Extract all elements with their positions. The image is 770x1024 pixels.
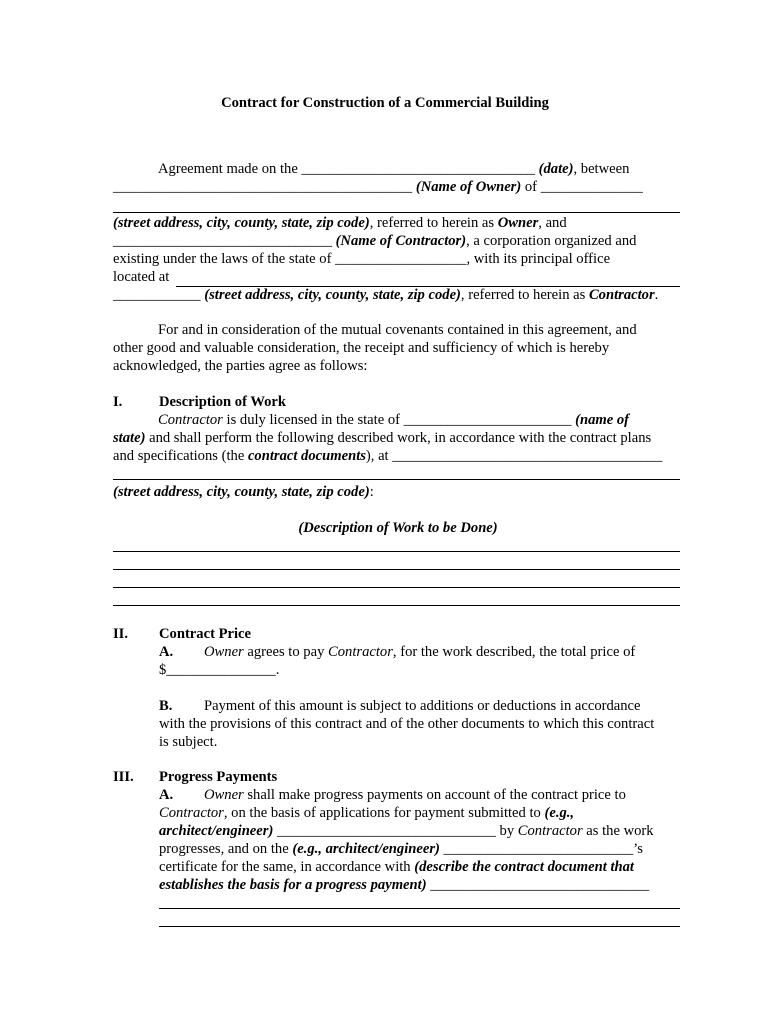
section-3-body: Progress Payments A. Owner shall make progress payments on account of the contract price to Contractor, on the basis of applications for payment submitted to (e.g., architect/engineer) ______________________________ by Contractor as the work progresses, and on the (e.g., architect/engineer) __________________________’s certificate for the same, in accordance with (describe the contract document that establishes the basis for a progress payment) ______________________________: [159, 768, 684, 894]
work-location-blank[interactable]: _____________________________________: [392, 448, 663, 464]
section-3-heading: Progress Payments: [159, 769, 278, 785]
section-2-body: Contract Price A. Owner agrees to pay Contractor, for the work described, the total price of $_______________. B. Payment of this amount is subject to additions or deductions in accordance with the provisions of this contract and of the other documents to which this contract is subject.: [159, 625, 684, 751]
section-1-body: Contractor is duly licensed in the state of _______________________ (name of state) and shall perform the following described work, in accordance with the contract plans and specifications (the contract documents), at _____________________________________ (street address, city, county, state, zip code): (Description of Work to be Done): [113, 412, 663, 536]
page-title: Contract for Construction of a Commercial Building: [221, 95, 549, 111]
work-address-rule[interactable]: [113, 479, 680, 480]
preamble-line-7: located at: [113, 269, 170, 285]
preamble-line-5: ______________________________ (Name of Contractor), a corporation organized and: [113, 233, 637, 249]
owner-address-rule[interactable]: [113, 212, 680, 213]
price-blank[interactable]: $_______________.: [159, 662, 280, 678]
preamble: [113, 160, 683, 304]
date-blank[interactable]: ________________________________: [301, 161, 535, 177]
preamble-line-8: ____________ (street address, city, county, state, zip code), referred to herein as Contractor.: [113, 287, 659, 303]
work-description-rule-2[interactable]: [113, 569, 680, 570]
consideration-paragraph: For and in consideration of the mutual covenants contained in this agreement, and other good and valuable consideration, the receipt and sufficiency of which is hereby acknowledged, the parties agree as follows:: [113, 322, 637, 374]
owner-of-blank[interactable]: ______________: [540, 179, 643, 195]
certifier-blank[interactable]: __________________________: [439, 841, 634, 857]
preamble-line-2: _________________________________________ (Name of Owner) of ______________: [113, 179, 643, 195]
section-3-number: III.: [113, 769, 134, 785]
preamble-line-4: (street address, city, county, state, zip code), referred to herein as Owner, and: [113, 215, 567, 231]
basis-document-blank[interactable]: ______________________________: [426, 877, 650, 893]
work-description-rule-4[interactable]: [113, 605, 680, 606]
payment-submitter-blank[interactable]: ______________________________: [273, 823, 500, 839]
contractor-address-blank[interactable]: ____________: [113, 287, 201, 303]
located-at-rule[interactable]: [176, 286, 680, 287]
progress-payment-rule-2[interactable]: [159, 926, 680, 927]
work-description-label: (Description of Work to be Done): [298, 520, 498, 536]
preamble-line-6: existing under the laws of the state of __________________, with its principal office: [113, 251, 611, 267]
license-state-blank[interactable]: _______________________: [403, 412, 572, 428]
section-2-heading: Contract Price: [159, 626, 251, 642]
section-1-number: I.: [113, 394, 123, 410]
work-description-rule-1[interactable]: [113, 551, 680, 552]
section-2-number: II.: [113, 626, 129, 642]
preamble-line-1: Agreement made on the ________________________________ (date), between: [158, 161, 630, 177]
section-1-heading: Description of Work: [159, 394, 287, 410]
work-description-rule-3[interactable]: [113, 587, 680, 588]
contractor-name-blank[interactable]: ______________________________: [113, 233, 332, 249]
progress-payment-rule-1[interactable]: [159, 908, 680, 909]
owner-name-blank[interactable]: _________________________________________: [113, 179, 413, 195]
state-blank[interactable]: __________________: [335, 251, 467, 267]
